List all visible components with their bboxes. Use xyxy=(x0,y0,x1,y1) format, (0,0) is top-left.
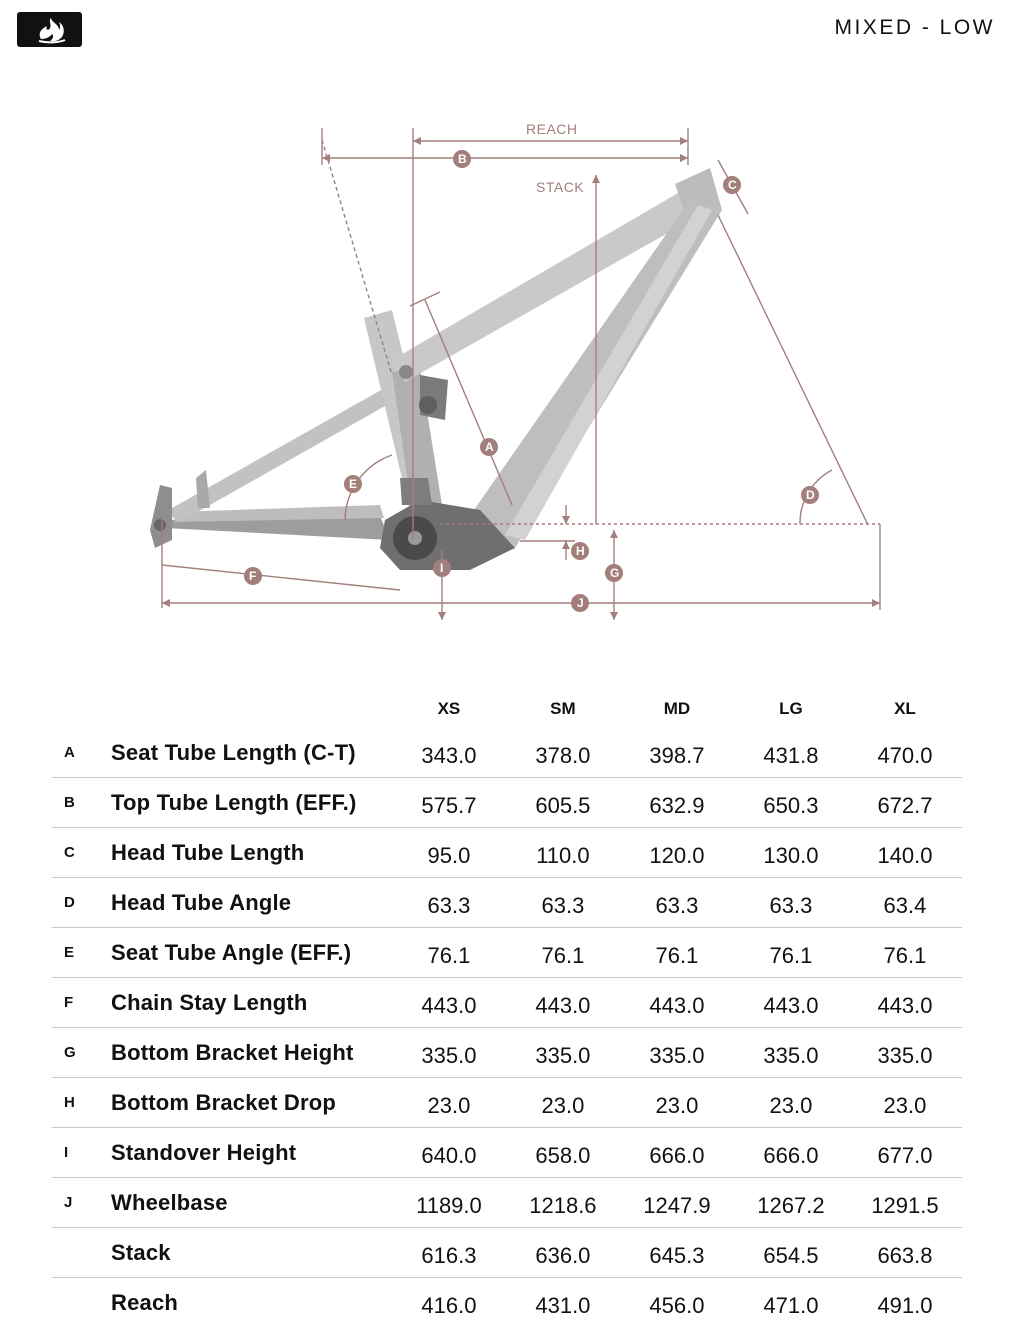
value-xs: 23.0 xyxy=(392,1078,506,1128)
table-row xyxy=(52,978,962,1028)
value-lg: 471.0 xyxy=(734,1278,848,1327)
table-row xyxy=(52,828,962,878)
measurement-label: Reach xyxy=(111,1278,392,1327)
letter-column-header xyxy=(52,690,111,728)
value-xl: 470.0 xyxy=(848,728,962,778)
value-md: 645.3 xyxy=(620,1228,734,1278)
svg-text:G: G xyxy=(610,566,619,580)
dimension-letter: E xyxy=(52,928,111,978)
measurement-label: Chain Stay Length xyxy=(111,978,392,1028)
table-row xyxy=(52,1228,962,1278)
reach-label: REACH xyxy=(526,121,578,137)
value-sm: 63.3 xyxy=(506,878,620,928)
value-md: 443.0 xyxy=(620,978,734,1028)
value-lg: 666.0 xyxy=(734,1128,848,1178)
table-row xyxy=(52,1078,962,1128)
value-xl: 491.0 xyxy=(848,1278,962,1327)
dimension-letter: A xyxy=(52,728,111,778)
value-md: 1247.9 xyxy=(620,1178,734,1228)
bike-frame-illustration xyxy=(150,168,722,570)
value-xl: 672.7 xyxy=(848,778,962,828)
geometry-table xyxy=(52,690,962,1327)
value-lg: 654.5 xyxy=(734,1228,848,1278)
svg-text:I: I xyxy=(440,561,443,575)
value-md: 666.0 xyxy=(620,1128,734,1178)
stack-label: STACK xyxy=(536,179,584,195)
svg-text:C: C xyxy=(728,178,737,192)
value-lg: 76.1 xyxy=(734,928,848,978)
svg-text:E: E xyxy=(349,477,357,491)
dimension-lines xyxy=(162,128,880,620)
badge-j xyxy=(571,594,589,612)
value-xs: 95.0 xyxy=(392,828,506,878)
size-header-sm: SM xyxy=(506,690,620,728)
value-xs: 335.0 xyxy=(392,1028,506,1078)
value-md: 335.0 xyxy=(620,1028,734,1078)
value-xl: 443.0 xyxy=(848,978,962,1028)
dimension-letter xyxy=(52,1228,111,1278)
measurement-label: Seat Tube Angle (EFF.) xyxy=(111,928,392,978)
table-row xyxy=(52,728,962,778)
table-row xyxy=(52,1028,962,1078)
value-lg: 431.8 xyxy=(734,728,848,778)
dimension-letter: G xyxy=(52,1028,111,1078)
badge-c xyxy=(723,176,741,194)
flame-logo-icon xyxy=(17,12,82,47)
table-row xyxy=(52,1178,962,1228)
value-sm: 658.0 xyxy=(506,1128,620,1178)
table-row xyxy=(52,1128,962,1178)
dimension-letter: I xyxy=(52,1128,111,1178)
value-md: 632.9 xyxy=(620,778,734,828)
value-sm: 23.0 xyxy=(506,1078,620,1128)
measurement-label: Bottom Bracket Height xyxy=(111,1028,392,1078)
value-sm: 605.5 xyxy=(506,778,620,828)
value-xl: 335.0 xyxy=(848,1028,962,1078)
measurement-column-header xyxy=(111,690,392,728)
value-md: 456.0 xyxy=(620,1278,734,1327)
badge-d xyxy=(801,486,819,504)
size-header-xs: XS xyxy=(392,690,506,728)
value-xl: 63.4 xyxy=(848,878,962,928)
value-xl: 1291.5 xyxy=(848,1178,962,1228)
measurement-label: Stack xyxy=(111,1228,392,1278)
badge-i xyxy=(433,559,451,577)
value-xs: 443.0 xyxy=(392,978,506,1028)
measurement-label: Head Tube Angle xyxy=(111,878,392,928)
value-sm: 378.0 xyxy=(506,728,620,778)
measurement-label: Top Tube Length (EFF.) xyxy=(111,778,392,828)
size-header-lg: LG xyxy=(734,690,848,728)
value-md: 63.3 xyxy=(620,878,734,928)
measurement-label: Bottom Bracket Drop xyxy=(111,1078,392,1128)
value-sm: 431.0 xyxy=(506,1278,620,1327)
value-xs: 343.0 xyxy=(392,728,506,778)
dimension-letter: F xyxy=(52,978,111,1028)
value-xs: 76.1 xyxy=(392,928,506,978)
table-row xyxy=(52,1278,962,1327)
badge-b xyxy=(453,150,471,168)
svg-text:B: B xyxy=(458,152,467,166)
measurement-label: Head Tube Length xyxy=(111,828,392,878)
value-xs: 63.3 xyxy=(392,878,506,928)
svg-text:F: F xyxy=(249,569,256,583)
table-row xyxy=(52,928,962,978)
svg-text:H: H xyxy=(576,544,585,558)
measurement-label: Seat Tube Length (C-T) xyxy=(111,728,392,778)
badge-a xyxy=(480,438,498,456)
value-lg: 23.0 xyxy=(734,1078,848,1128)
value-md: 398.7 xyxy=(620,728,734,778)
size-header-md: MD xyxy=(620,690,734,728)
svg-text:A: A xyxy=(485,440,494,454)
value-lg: 335.0 xyxy=(734,1028,848,1078)
svg-text:D: D xyxy=(806,488,815,502)
value-sm: 110.0 xyxy=(506,828,620,878)
badge-e xyxy=(344,475,362,493)
value-sm: 1218.6 xyxy=(506,1178,620,1228)
value-md: 76.1 xyxy=(620,928,734,978)
value-md: 120.0 xyxy=(620,828,734,878)
table-row xyxy=(52,878,962,928)
value-lg: 1267.2 xyxy=(734,1178,848,1228)
size-header-row xyxy=(52,690,962,728)
size-header-xl: XL xyxy=(848,690,962,728)
badge-h xyxy=(571,542,589,560)
dimension-letter: C xyxy=(52,828,111,878)
dimension-badges xyxy=(244,150,819,612)
svg-text:J: J xyxy=(577,596,584,610)
value-sm: 76.1 xyxy=(506,928,620,978)
value-xs: 416.0 xyxy=(392,1278,506,1327)
value-md: 23.0 xyxy=(620,1078,734,1128)
value-lg: 443.0 xyxy=(734,978,848,1028)
value-sm: 335.0 xyxy=(506,1028,620,1078)
value-xs: 640.0 xyxy=(392,1128,506,1178)
value-xl: 23.0 xyxy=(848,1078,962,1128)
value-xs: 575.7 xyxy=(392,778,506,828)
geometry-variant-label: MIXED - LOW xyxy=(834,16,995,40)
dimension-letter: D xyxy=(52,878,111,928)
dimension-letter: J xyxy=(52,1178,111,1228)
brand-logo xyxy=(17,12,82,47)
badge-f xyxy=(244,567,262,585)
value-xl: 140.0 xyxy=(848,828,962,878)
value-sm: 636.0 xyxy=(506,1228,620,1278)
value-xl: 677.0 xyxy=(848,1128,962,1178)
frame-geometry-diagram xyxy=(0,100,1011,640)
dimension-letter: B xyxy=(52,778,111,828)
value-xl: 663.8 xyxy=(848,1228,962,1278)
dimension-letter xyxy=(52,1278,111,1327)
dimension-letter: H xyxy=(52,1078,111,1128)
measurement-label: Wheelbase xyxy=(111,1178,392,1228)
value-xs: 1189.0 xyxy=(392,1178,506,1228)
value-xs: 616.3 xyxy=(392,1228,506,1278)
value-lg: 130.0 xyxy=(734,828,848,878)
table-row xyxy=(52,778,962,828)
value-sm: 443.0 xyxy=(506,978,620,1028)
dimension-arrowheads xyxy=(162,137,880,620)
value-xl: 76.1 xyxy=(848,928,962,978)
measurement-label: Standover Height xyxy=(111,1128,392,1178)
value-lg: 650.3 xyxy=(734,778,848,828)
value-lg: 63.3 xyxy=(734,878,848,928)
badge-g xyxy=(605,564,623,582)
